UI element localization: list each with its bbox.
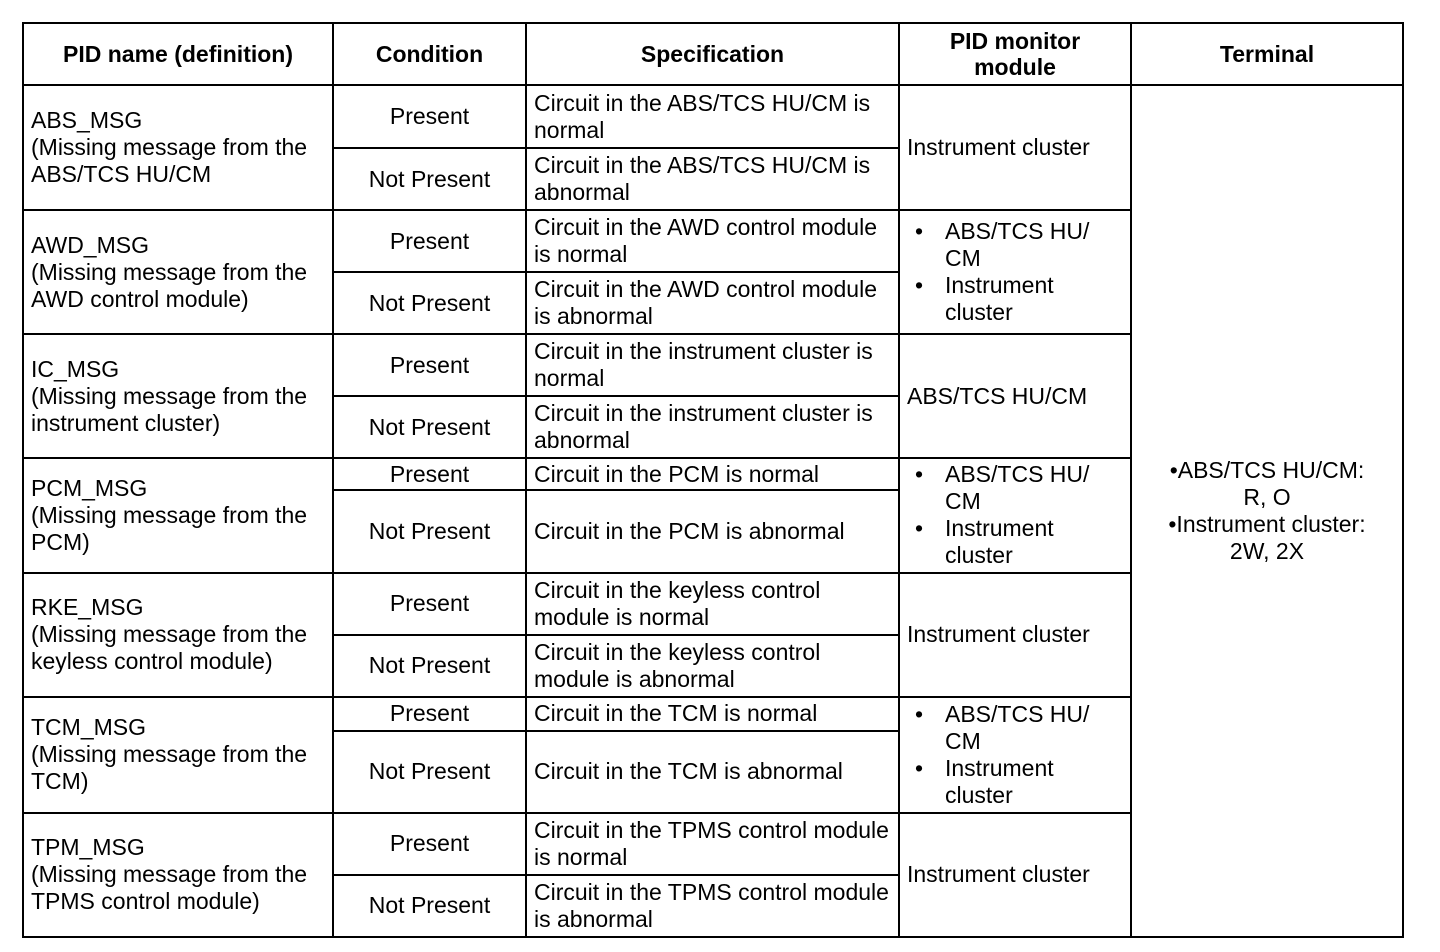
condition-not-present: Not Present [333,875,526,937]
monitor-list [907,701,1123,809]
spec-not-present: Circuit in the AWD control module is abnormal [526,272,899,334]
spec-not-present: Circuit in the keyless control module is abnormal [526,635,899,697]
spec-present: Circuit in the AWD control module is normal [526,210,899,272]
condition-not-present: Not Present [333,148,526,210]
header-pid-monitor-module [899,23,1131,85]
monitor-module: Instrument cluster [899,573,1131,697]
pid-cell [23,573,333,697]
spec-present: Circuit in the PCM is normal [526,458,899,490]
pid-cell [23,334,333,458]
condition-present: Present [333,813,526,875]
terminal-cell [1131,85,1403,937]
monitor-item: • ABS/TCS HU/ CM [945,701,1123,755]
monitor-list [907,218,1123,326]
pid-definition: (Missing message from the keyless control module) [31,621,308,675]
monitor-module: Instrument cluster [899,85,1131,210]
pid-cell [23,210,333,334]
table-row [23,85,1403,148]
pid-cell [23,813,333,937]
pid-definition: (Missing message from the TCM) [31,741,308,795]
condition-not-present: Not Present [333,490,526,572]
pid-name: TPM_MSG [31,834,145,861]
spec-not-present: Circuit in the TPMS control module is abnormal [526,875,899,937]
monitor-item: • Instrument cluster [945,515,1123,569]
condition-present: Present [333,85,526,148]
pid-definition: (Missing message from the PCM) [31,501,308,555]
monitor-item: • Instrument cluster [945,272,1123,326]
spec-not-present: Circuit in the PCM is abnormal [526,490,899,572]
spec-present: Circuit in the TPMS control module is normal [526,813,899,875]
monitor-list [907,461,1123,569]
spec-present: Circuit in the ABS/TCS HU/CM is normal [526,85,899,148]
header-specification: Specification [526,23,899,85]
condition-present: Present [333,210,526,272]
spec-not-present: Circuit in the instrument cluster is abnormal [526,396,899,458]
pid-name: RKE_MSG [31,594,144,621]
monitor-module: ABS/TCS HU/CM [899,334,1131,458]
header-row [23,23,1403,85]
terminal-line: •ABS/TCS HU/CM: [1169,457,1365,483]
condition-not-present: Not Present [333,396,526,458]
condition-present: Present [333,697,526,731]
condition-not-present: Not Present [333,731,526,813]
pid-name: TCM_MSG [31,714,146,741]
spec-not-present: Circuit in the ABS/TCS HU/CM is abnormal [526,148,899,210]
pid-definition: (Missing message from the instrument cluster) [31,382,308,436]
condition-not-present: Not Present [333,272,526,334]
spec-present: Circuit in the keyless control module is normal [526,573,899,635]
condition-present: Present [333,573,526,635]
monitor-module [899,697,1131,813]
terminal-line: 2W, 2X [1229,538,1305,564]
header-terminal: Terminal [1131,23,1403,85]
monitor-module [899,210,1131,334]
pid-cell [23,85,333,210]
pid-definition: (Missing message from the TPMS control module) [31,861,308,915]
monitor-module [899,458,1131,572]
monitor-item: • ABS/TCS HU/ CM [945,461,1123,515]
header-monitor-line1: PID monitor [949,28,1081,54]
spec-not-present: Circuit in the TCM is abnormal [526,731,899,813]
monitor-item: • Instrument cluster [945,755,1123,809]
terminal-line: •Instrument cluster: [1168,511,1366,537]
pid-name: PCM_MSG [31,474,148,501]
pid-name: IC_MSG [31,355,120,382]
pid-name: AWD_MSG [31,231,149,258]
spec-present: Circuit in the instrument cluster is normal [526,334,899,396]
header-pid-name: PID name (definition) [23,23,333,85]
condition-not-present: Not Present [333,635,526,697]
terminal-line: R, O [1243,484,1291,510]
monitor-item: • ABS/TCS HU/ CM [945,218,1123,272]
monitor-module: Instrument cluster [899,813,1131,937]
pid-name: ABS_MSG [31,107,143,134]
pid-definition: (Missing message from the AWD control module) [31,258,308,312]
condition-present: Present [333,334,526,396]
header-monitor-line2: module [974,54,1056,80]
pid-table [22,22,1404,938]
condition-present: Present [333,458,526,490]
pid-cell [23,697,333,813]
pid-cell [23,458,333,572]
header-condition: Condition [333,23,526,85]
spec-present: Circuit in the TCM is normal [526,697,899,731]
pid-definition: (Missing message from the ABS/TCS HU/CM [31,134,308,188]
